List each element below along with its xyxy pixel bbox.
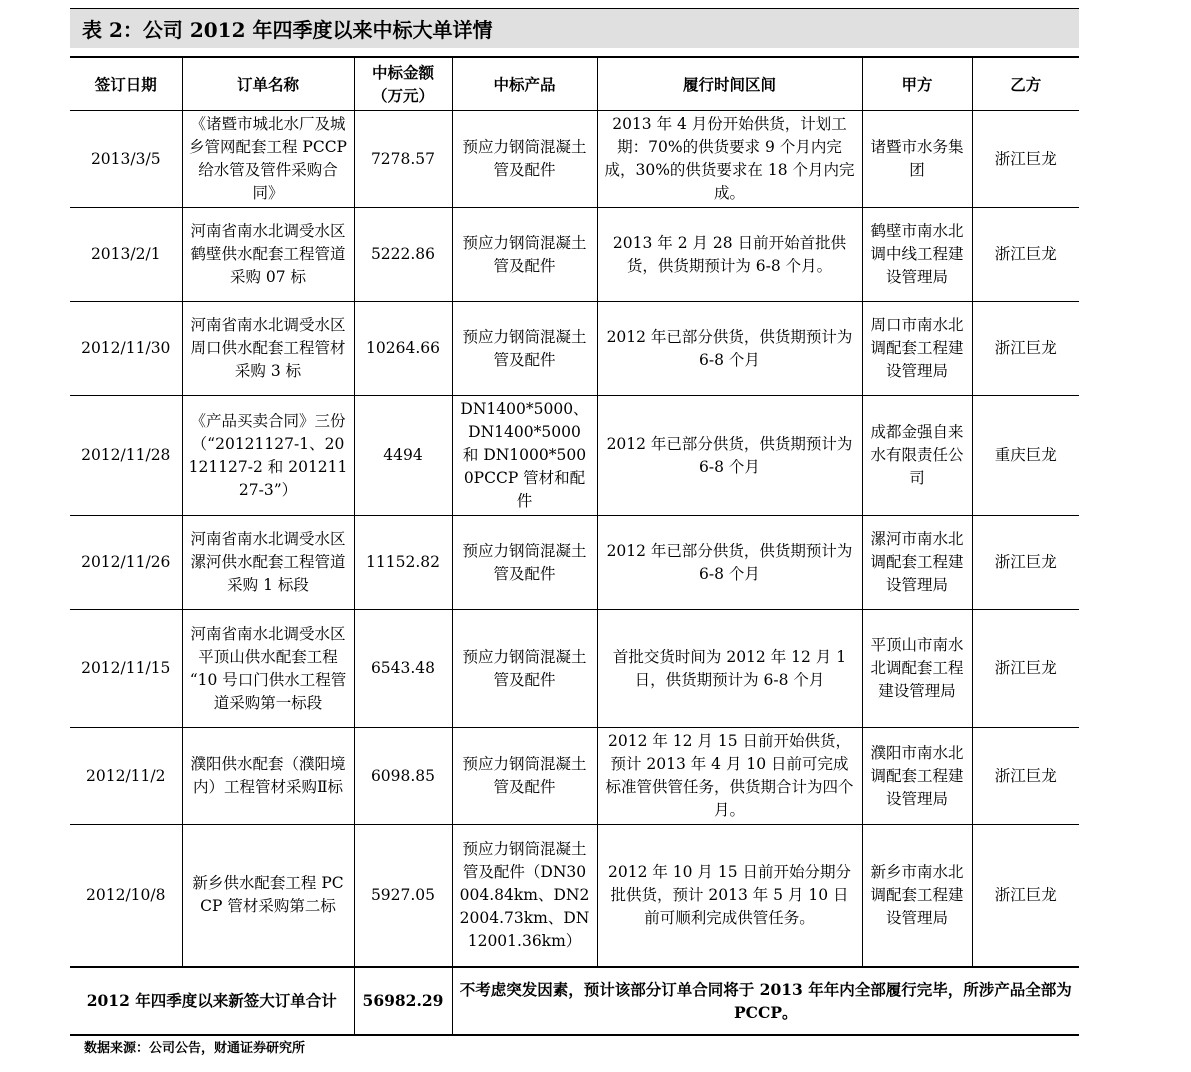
table-title: 表 2：公司 2012 年四季度以来中标大单详情: [70, 8, 1079, 48]
cell-product: 预应力钢筒混凝土管及配件: [452, 111, 597, 208]
table-row: [70, 208, 1079, 302]
total-label: 2012 年四季度以来新签大订单合计: [70, 967, 354, 1035]
cell-party-b: 浙江巨龙: [972, 825, 1079, 967]
header-product: 中标产品: [452, 57, 597, 111]
cell-name: 《产品买卖合同》三份（“20121127-1、20121127-2 和 20121127-3”）: [182, 396, 354, 516]
cell-party-a: 周口市南水北调配套工程建设管理局: [862, 302, 972, 396]
total-note: 不考虑突发因素，预计该部分订单合同将于 2013 年年内全部履行完毕，所涉产品全部为 PCCP。: [452, 967, 1079, 1035]
cell-date: 2012/11/28: [70, 396, 182, 516]
cell-amount: 6543.48: [354, 610, 452, 728]
cell-party-a: 成都金强自来水有限责任公司: [862, 396, 972, 516]
cell-date: 2012/11/26: [70, 516, 182, 610]
table-row: [70, 302, 1079, 396]
cell-product: 预应力钢筒混凝土管及配件: [452, 728, 597, 825]
cell-product: 预应力钢筒混凝土管及配件: [452, 302, 597, 396]
cell-date: 2012/10/8: [70, 825, 182, 967]
cell-period: 2012 年已部分供货，供货期预计为 6-8 个月: [597, 396, 862, 516]
cell-product: DN1400*5000、DN1400*5000 和 DN1000*5000PCCP 管材和配件: [452, 396, 597, 516]
cell-date: 2012/11/2: [70, 728, 182, 825]
cell-period: 2012 年已部分供货，供货期预计为 6-8 个月: [597, 302, 862, 396]
table-row: [70, 396, 1079, 516]
data-source: 数据来源：公司公告，财通证券研究所: [84, 1041, 306, 1056]
cell-name: 新乡供水配套工程 PCCP 管材采购第二标: [182, 825, 354, 967]
cell-amount: 11152.82: [354, 516, 452, 610]
cell-party-b: 浙江巨龙: [972, 516, 1079, 610]
cell-amount: 5222.86: [354, 208, 452, 302]
table-row: [70, 111, 1079, 208]
cell-amount: 6098.85: [354, 728, 452, 825]
total-row: [70, 967, 1079, 1035]
cell-product: 预应力钢筒混凝土管及配件: [452, 516, 597, 610]
total-amount: 56982.29: [354, 967, 452, 1035]
cell-name: 濮阳供水配套（濮阳境内）工程管材采购Ⅱ标: [182, 728, 354, 825]
table-row: [70, 610, 1079, 728]
cell-date: 2012/11/15: [70, 610, 182, 728]
cell-name: 河南省南水北调受水区平顶山供水配套工程 “10 号口门供水工程管道采购第一标段: [182, 610, 354, 728]
cell-amount: 10264.66: [354, 302, 452, 396]
cell-party-b: 浙江巨龙: [972, 728, 1079, 825]
cell-period: 2012 年 12 月 15 日前开始供货，预计 2013 年 4 月 10 日前可完成标准管供管任务，供货期合计为四个月。: [597, 728, 862, 825]
cell-amount: 5927.05: [354, 825, 452, 967]
cell-party-a: 鹤壁市南水北调中线工程建设管理局: [862, 208, 972, 302]
cell-period: 2013 年 2 月 28 日前开始首批供货，供货期预计为 6-8 个月。: [597, 208, 862, 302]
header-party-b: 乙方: [972, 57, 1079, 111]
cell-product: 预应力钢筒混凝土管及配件: [452, 610, 597, 728]
cell-name: 《诸暨市城北水厂及城乡管网配套工程 PCCP 给水管及管件采购合同》: [182, 111, 354, 208]
table-row: [70, 728, 1079, 825]
header-name: 订单名称: [182, 57, 354, 111]
cell-party-b: 浙江巨龙: [972, 111, 1079, 208]
orders-table: [70, 56, 1079, 1036]
cell-party-b: 浙江巨龙: [972, 302, 1079, 396]
cell-party-b: 浙江巨龙: [972, 610, 1079, 728]
cell-date: 2013/2/1: [70, 208, 182, 302]
cell-party-b: 浙江巨龙: [972, 208, 1079, 302]
cell-period: 2013 年 4 月份开始供货，计划工期：70%的供货要求 9 个月内完成，30%的供货要求在 18 个月内完成。: [597, 111, 862, 208]
cell-party-a: 漯河市南水北调配套工程建设管理局: [862, 516, 972, 610]
cell-product: 预应力钢筒混凝土管及配件（DN30004.84km、DN22004.73km、DN12001.36km）: [452, 825, 597, 967]
header-party-a: 甲方: [862, 57, 972, 111]
cell-party-a: 新乡市南水北调配套工程建设管理局: [862, 825, 972, 967]
header-row: [70, 57, 1079, 111]
header-date: 签订日期: [70, 57, 182, 111]
header-amount: 中标金额（万元）: [354, 57, 452, 111]
table-row: [70, 825, 1079, 967]
cell-date: 2013/3/5: [70, 111, 182, 208]
cell-date: 2012/11/30: [70, 302, 182, 396]
cell-party-a: 诸暨市水务集团: [862, 111, 972, 208]
cell-amount: 7278.57: [354, 111, 452, 208]
cell-party-b: 重庆巨龙: [972, 396, 1079, 516]
cell-party-a: 濮阳市南水北调配套工程建设管理局: [862, 728, 972, 825]
cell-party-a: 平顶山市南水北调配套工程建设管理局: [862, 610, 972, 728]
cell-name: 河南省南水北调受水区漯河供水配套工程管道采购 1 标段: [182, 516, 354, 610]
cell-name: 河南省南水北调受水区周口供水配套工程管材采购 3 标: [182, 302, 354, 396]
header-period: 履行时间区间: [597, 57, 862, 111]
cell-period: 2012 年已部分供货，供货期预计为 6-8 个月: [597, 516, 862, 610]
cell-product: 预应力钢筒混凝土管及配件: [452, 208, 597, 302]
cell-amount: 4494: [354, 396, 452, 516]
cell-period: 首批交货时间为 2012 年 12 月 1 日，供货期预计为 6-8 个月: [597, 610, 862, 728]
table-row: [70, 516, 1079, 610]
cell-name: 河南省南水北调受水区鹤壁供水配套工程管道采购 07 标: [182, 208, 354, 302]
cell-period: 2012 年 10 月 15 日前开始分期分批供货，预计 2013 年 5 月 10 日前可顺利完成供管任务。: [597, 825, 862, 967]
